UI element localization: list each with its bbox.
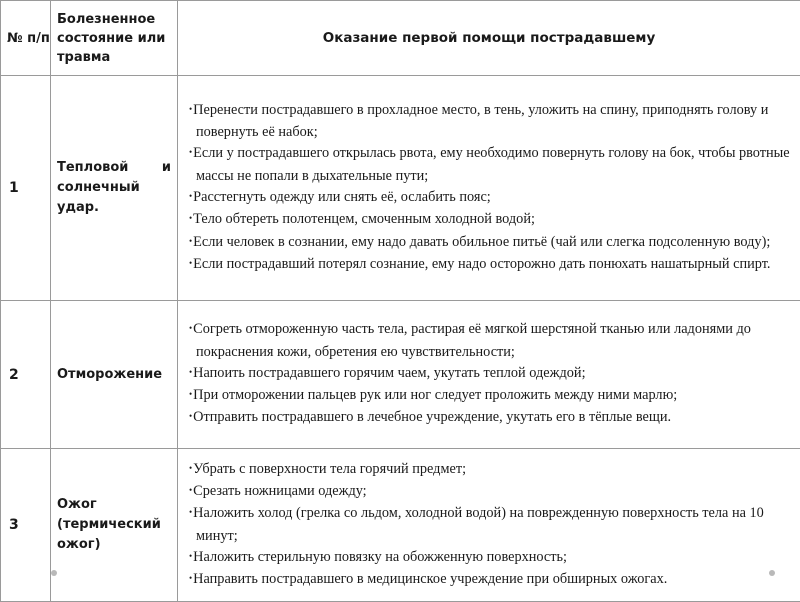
row-condition: Ожог (термический ожог) <box>51 449 178 602</box>
aid-step: • Наложить холод (грелка со льдом, холодной водой) на поврежденную поверхность тела на 10 минут; <box>189 503 796 547</box>
aid-step: • Направить пострадавшего в медицинское учреждение при обширных ожогах. <box>189 569 796 591</box>
row-first-aid-steps <box>178 449 800 602</box>
aid-step: • Напоить пострадавшего горячим чаем, укутать теплой одеждой; <box>189 363 796 385</box>
row-number: 1 <box>1 76 51 301</box>
aid-step: • Расстегнуть одежду или снять её, ослабить пояс; <box>189 187 796 209</box>
aid-step: • Тело обтереть полотенцем, смоченным холодной водой; <box>189 209 796 231</box>
header-condition: Болезненное состояние или травма <box>51 1 178 76</box>
table-header-row <box>1 1 800 76</box>
row-first-aid-steps <box>178 76 800 301</box>
decorative-dot <box>769 570 775 576</box>
header-number: № п/п <box>1 1 51 76</box>
aid-step: • Если человек в сознании, ему надо давать обильное питьё (чай или слегка подсоленную воду); <box>189 232 796 254</box>
header-first-aid: Оказание первой помощи пострадавшему <box>178 1 800 76</box>
row-number: 3 <box>1 449 51 602</box>
aid-step: • Наложить стерильную повязку на обожженную поверхность; <box>189 547 796 569</box>
row-condition: Отморожение <box>51 301 178 449</box>
row-condition: Тепловой и солнечный удар. <box>51 76 178 301</box>
aid-step: • Если у пострадавшего открылась рвота, ему необходимо повернуть голову на бок, чтобы рвотные массы не попали в дыхательные пути; <box>189 143 796 187</box>
table-row <box>1 449 800 602</box>
table-row <box>1 76 800 301</box>
row-number: 2 <box>1 301 51 449</box>
aid-step: • Если пострадавший потерял сознание, ему надо осторожно дать понюхать нашатырный спирт. <box>189 254 796 276</box>
decorative-dot <box>51 570 57 576</box>
aid-step: • Убрать с поверхности тела горячий предмет; <box>189 459 796 481</box>
row-first-aid-steps <box>178 301 800 449</box>
aid-step: • Перенести пострадавшего в прохладное место, в тень, уложить на спину, приподнять голову и повернуть её набок; <box>189 100 796 144</box>
aid-step: • Отправить пострадавшего в лечебное учреждение, укутать его в тёплые вещи. <box>189 407 796 429</box>
aid-step: • Срезать ножницами одежду; <box>189 481 796 503</box>
aid-step: • При отморожении пальцев рук или ног следует проложить между ними марлю; <box>189 385 796 407</box>
aid-step: • Согреть отмороженную часть тела, растирая её мягкой шерстяной тканью или ладонями до покраснения кожи, обретения ею чувствительности; <box>189 319 796 363</box>
table-row <box>1 301 800 449</box>
